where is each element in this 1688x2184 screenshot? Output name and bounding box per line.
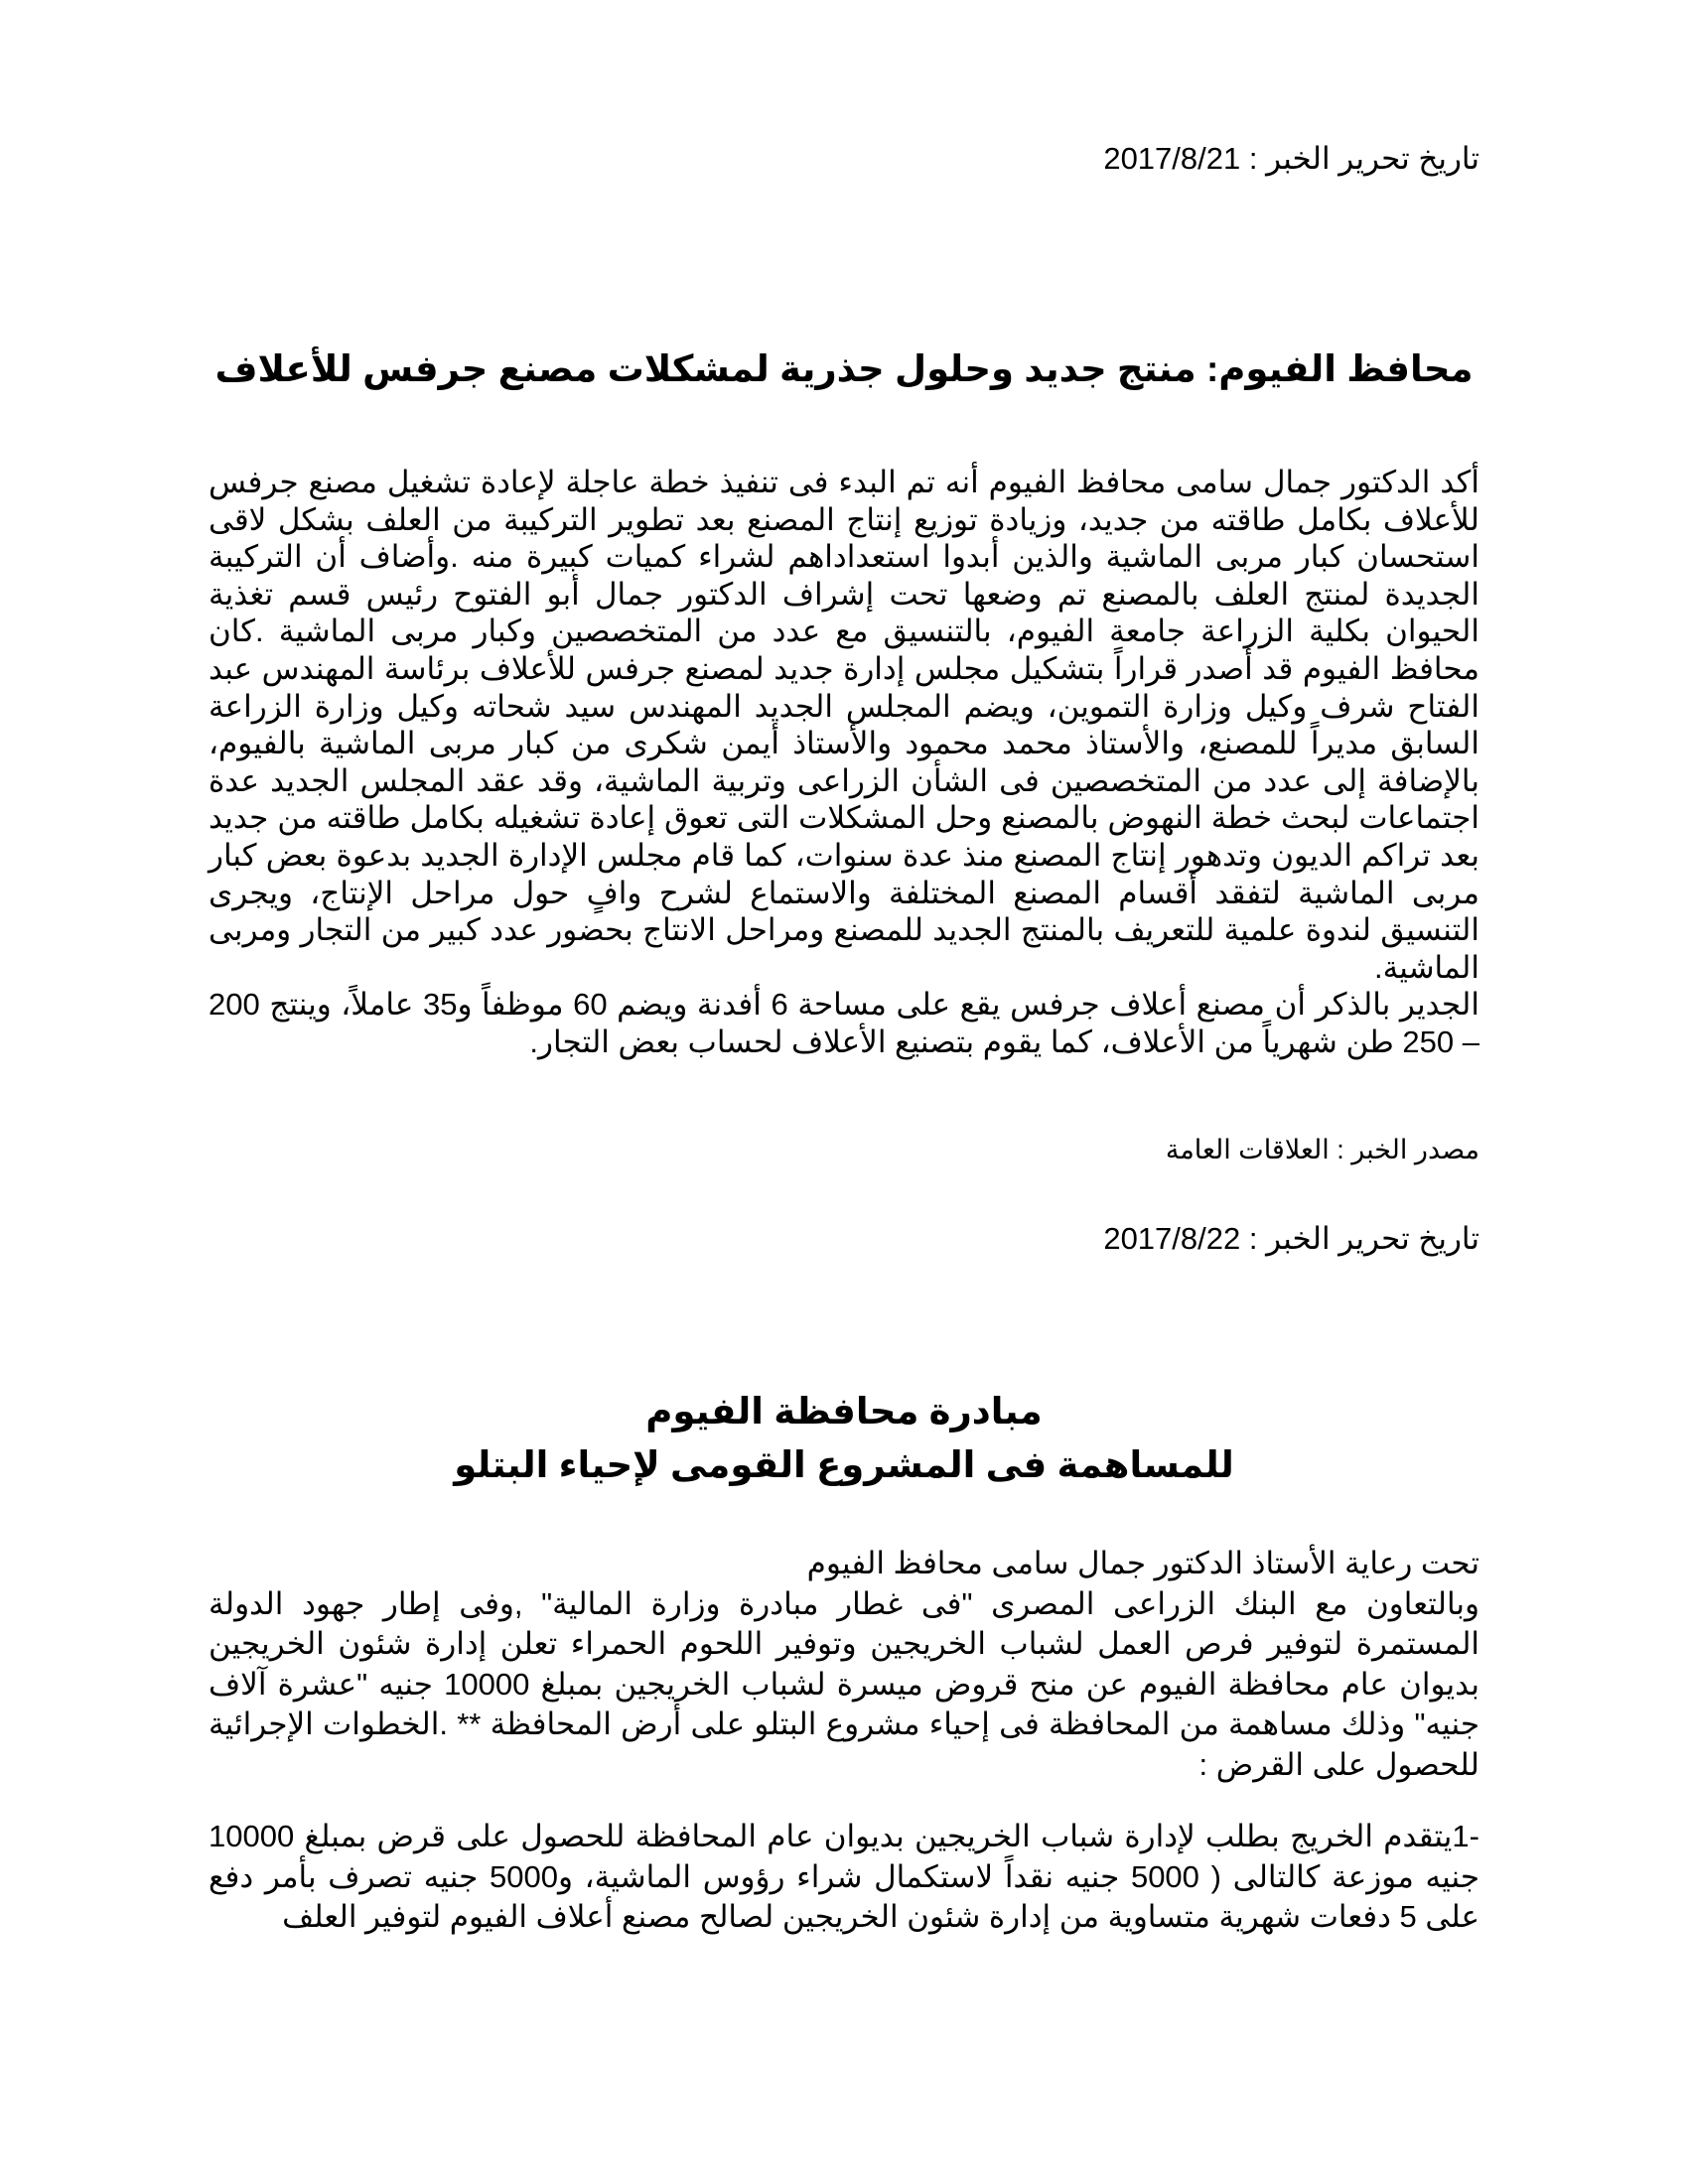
news-title-2-line1: مبادرة محافظة الفيوم: [645, 1391, 1043, 1432]
news-body-text: أكد الدكتور جمال سامى محافظ الفيوم أنه تم البدء فى تنفيذ خطة عاجلة لإعادة تشغيل مصنع جرفس للأعلاف بكامل طاقته من جديد، وزيادة توزيع إنتاج المصنع بعد تطوير التركيبة من العلف بشكل لاقى استحسان كبار مربى الماشية والذين أبدوا استعداداهم لشراء كميات كبيرة منه .وأضاف أن التركيبة الجديدة لمنتج العلف بالمصنع تم وضعها تحت إشراف الدكتور جمال أبو الفتوح رئيس قسم تغذية الحيوان بكلية الزراعة جامعة الفيوم، بالتنسيق مع عدد من المتخصصين وكبار مربى الماشية .كان محافظ الفيوم قد أصدر قراراً بتشكيل مجلس إدارة جديد لمصنع جرفس للأعلاف برئاسة المهندس عبد الفتاح شرف وكيل وزارة التموين، ويضم المجلس الجديد المهندس سيد شحاته وكيل وزارة الزراعة السابق مديراً للمصنع، والأستاذ محمد محمود والأستاذ أيمن شكرى من كبار مربى الماشية بالفيوم، بالإضافة إلى عدد من المتخصصين فى الشأن الزراعى وتربية الماشية، وقد عقد المجلس الجديد عدة اجتماعات لبحث خطة النهوض بالمصنع وحل المشكلات التى تعوق إعادة تشغيله بكامل طاقته من جديد بعد تراكم الديون وتدهور إنتاج المصنع منذ عدة سنوات، كما قام مجلس الإدارة الجديد بدعوة بعض كبار مربى الماشية لتفقد أقسام المصنع المختلفة والاستماع لشرح وافٍ حول مراحل الإنتاج، ويجرى التنسيق لندوة علمية للتعريف بالمنتج الجديد للمصنع ومراحل الانتاج بحضور عدد كبير من التجار ومربى الماشية.: [209, 465, 1479, 985]
news-source: مصدر الخبر : العلاقات العامة: [1165, 1135, 1479, 1164]
news-date-value-2: 2017/8/22: [1103, 1221, 1241, 1256]
news-title-2: [199, 1385, 1489, 1492]
news-title: محافظ الفيوم: منتج جديد وحلول جذرية لمشكلات مصنع جرفس للأعلاف: [214, 348, 1474, 389]
news-title-2-line2: للمساهمة فى المشروع القومى لإحياء البتلو: [454, 1444, 1234, 1485]
news-body-2: تحت رعاية الأستاذ الدكتور جمال سامى محافظ الفيوم وبالتعاون مع البنك الزراعى المصرى "فى غطار مبادرة وزارة المالية" ,وفى إطار جهود الدولة المستمرة لتوفير فرص العمل لشباب الخريجين وتوفير اللحوم الحمراء تعلن إدارة شئون الخريجين بديوان عام محافظة الفيوم عن منح قروض ميسرة لشباب الخريجين بمبلغ 10000 جنيه "عشرة آلاف جنيه" وذلك مساهمة من المحافظة فى إحياء مشروع البتلو على أرض المحافظة ** .الخطوات الإجرائية للحصول على القرض :: [209, 1546, 1479, 1782]
news-date-line: [1103, 139, 1479, 179]
news-date-label: تاريخ تحرير الخبر :: [1240, 141, 1479, 176]
news-body: [209, 464, 1479, 1061]
news-date-label-2: تاريخ تحرير الخبر :: [1240, 1221, 1479, 1256]
news-date-value: 2017/8/21: [1103, 141, 1241, 176]
news-date-line-2: [1103, 1219, 1479, 1259]
news-step-1: -1يتقدم الخريج بطلب لإدارة شباب الخريجين بديوان عام المحافظة للحصول على قرض بمبلغ 10000 جنيه موزعة كالتالى ( 5000 جنيه نقداً لاستكمال شراء رؤوس الماشية، و5000 جنيه تصرف بأمر دفع على 5 دفعات شهرية متساوية من إدارة شئون الخريجين لصالح مصنع أعلاف الفيوم لتوفير العلف: [209, 1819, 1479, 1934]
news-body-extra: الجدير بالذكر أن مصنع أعلاف جرفس يقع على مساحة 6 أفدنة ويضم 60 موظفاً و35 عاملاً، وينتج 200 – 250 طن شهرياً من الأعلاف، كما يقوم بتصنيع الأعلاف لحساب بعض التجار.: [209, 987, 1479, 1059]
